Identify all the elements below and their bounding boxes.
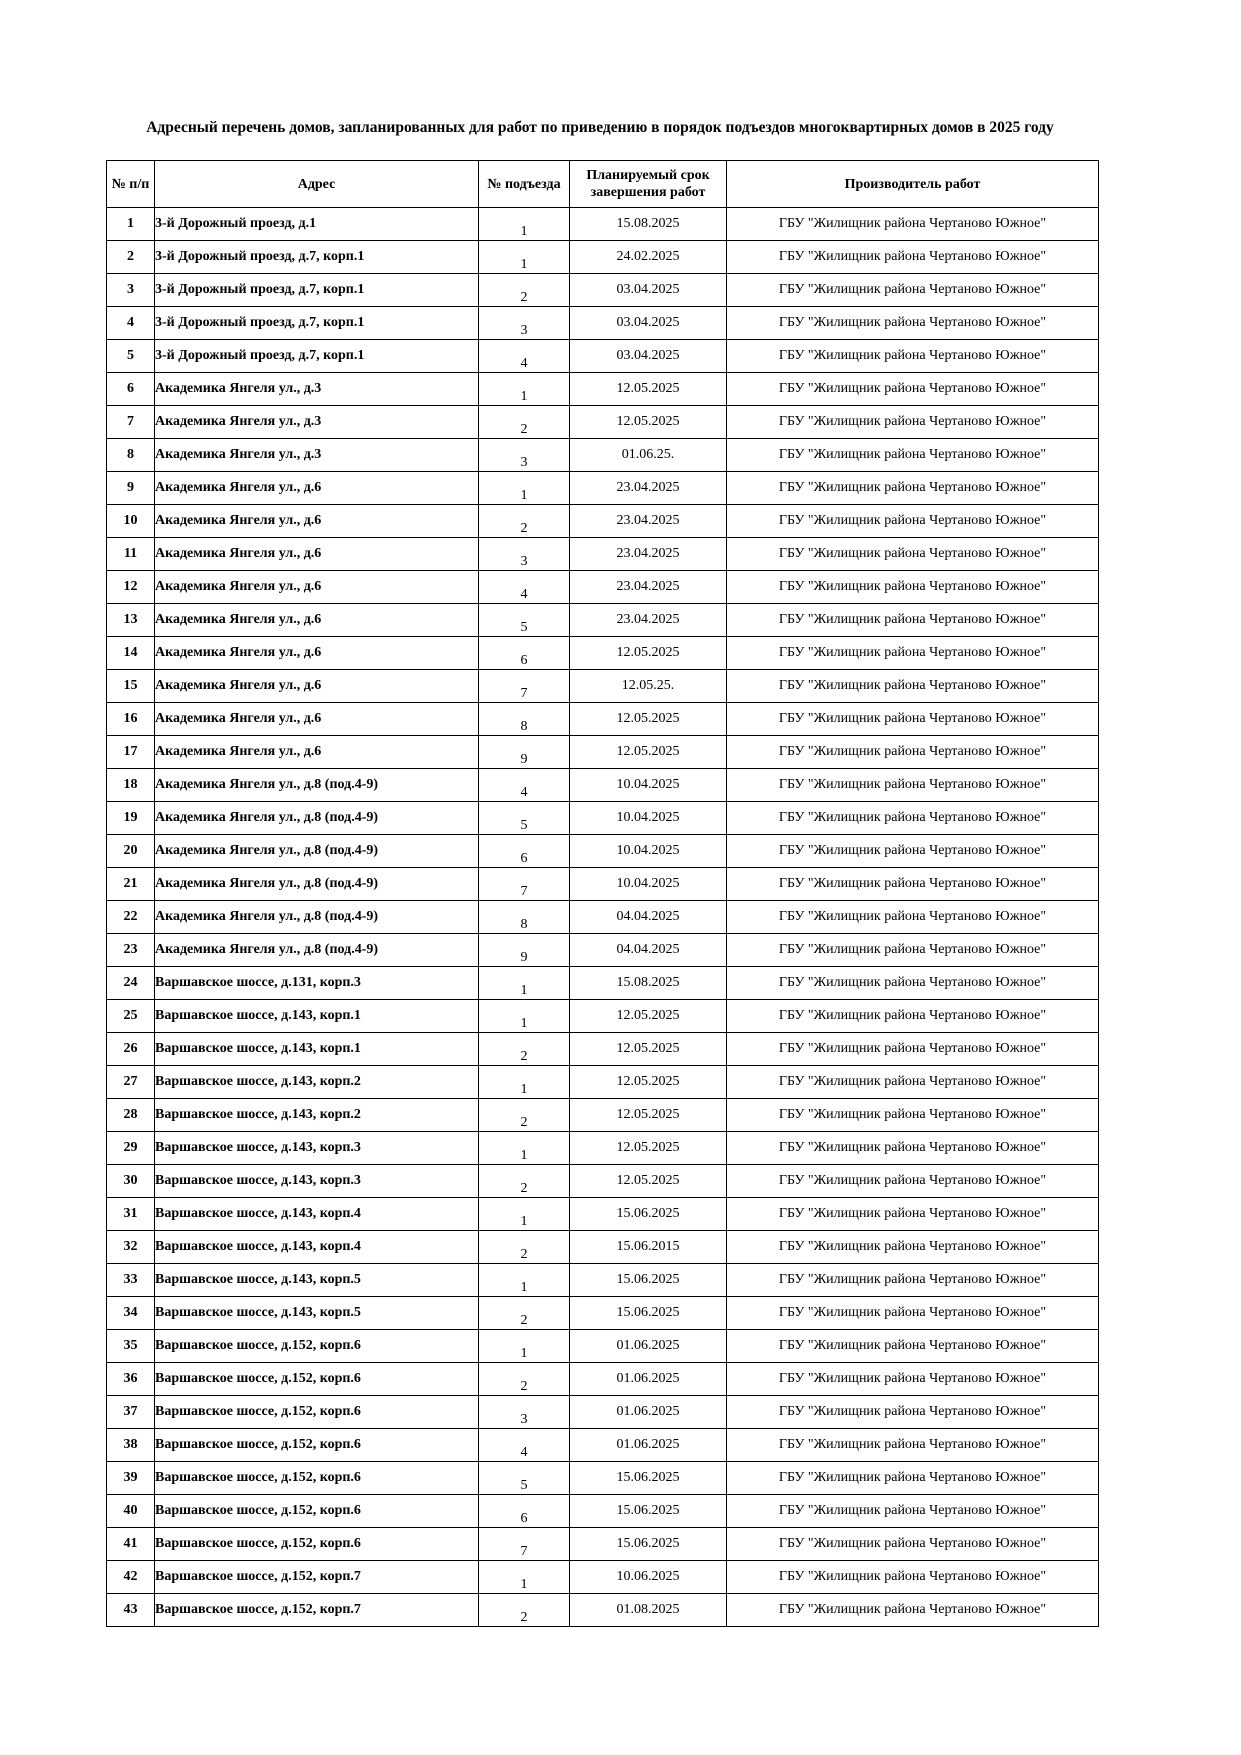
address-cell: Варшавское шоссе, д.143, корп.1 bbox=[155, 1000, 479, 1033]
row-number: 16 bbox=[107, 703, 155, 736]
entrance-cell: 2 bbox=[479, 505, 570, 538]
contractor-cell: ГБУ "Жилищник района Чертаново Южное" bbox=[727, 604, 1099, 637]
entrance-cell: 2 bbox=[479, 1297, 570, 1330]
row-number: 15 bbox=[107, 670, 155, 703]
deadline-cell: 12.05.2025 bbox=[570, 736, 727, 769]
deadline-cell: 10.04.2025 bbox=[570, 868, 727, 901]
row-number: 37 bbox=[107, 1396, 155, 1429]
entrance-cell: 1 bbox=[479, 208, 570, 241]
entrance-cell: 1 bbox=[479, 1561, 570, 1594]
deadline-cell: 15.08.2025 bbox=[570, 967, 727, 1000]
row-number: 30 bbox=[107, 1165, 155, 1198]
row-number: 9 bbox=[107, 472, 155, 505]
deadline-cell: 15.06.2025 bbox=[570, 1528, 727, 1561]
deadline-cell: 10.04.2025 bbox=[570, 835, 727, 868]
deadline-cell: 01.06.25. bbox=[570, 439, 727, 472]
entrance-cell: 1 bbox=[479, 1264, 570, 1297]
deadline-cell: 10.06.2025 bbox=[570, 1561, 727, 1594]
table-row bbox=[107, 736, 1099, 769]
entrance-cell: 3 bbox=[479, 538, 570, 571]
address-cell: Академика Янгеля ул., д.8 (под.4-9) bbox=[155, 934, 479, 967]
row-number: 8 bbox=[107, 439, 155, 472]
deadline-cell: 15.06.2025 bbox=[570, 1198, 727, 1231]
deadline-cell: 01.06.2025 bbox=[570, 1330, 727, 1363]
table-row bbox=[107, 1363, 1099, 1396]
table-row bbox=[107, 241, 1099, 274]
row-number: 28 bbox=[107, 1099, 155, 1132]
contractor-cell: ГБУ "Жилищник района Чертаново Южное" bbox=[727, 241, 1099, 274]
table-row bbox=[107, 274, 1099, 307]
row-number: 23 bbox=[107, 934, 155, 967]
row-number: 6 bbox=[107, 373, 155, 406]
address-cell: Академика Янгеля ул., д.6 bbox=[155, 637, 479, 670]
deadline-cell: 03.04.2025 bbox=[570, 307, 727, 340]
table-row bbox=[107, 373, 1099, 406]
row-number: 25 bbox=[107, 1000, 155, 1033]
address-cell: Варшавское шоссе, д.143, корп.2 bbox=[155, 1066, 479, 1099]
contractor-cell: ГБУ "Жилищник района Чертаново Южное" bbox=[727, 736, 1099, 769]
header-number: № п/п bbox=[107, 161, 155, 208]
deadline-cell: 04.04.2025 bbox=[570, 934, 727, 967]
row-number: 3 bbox=[107, 274, 155, 307]
row-number: 35 bbox=[107, 1330, 155, 1363]
contractor-cell: ГБУ "Жилищник района Чертаново Южное" bbox=[727, 835, 1099, 868]
row-number: 41 bbox=[107, 1528, 155, 1561]
deadline-cell: 15.08.2025 bbox=[570, 208, 727, 241]
entrance-cell: 3 bbox=[479, 307, 570, 340]
header-contractor: Производитель работ bbox=[727, 161, 1099, 208]
table-row bbox=[107, 703, 1099, 736]
table-row bbox=[107, 538, 1099, 571]
address-cell: Варшавское шоссе, д.143, корп.3 bbox=[155, 1132, 479, 1165]
row-number: 31 bbox=[107, 1198, 155, 1231]
contractor-cell: ГБУ "Жилищник района Чертаново Южное" bbox=[727, 802, 1099, 835]
entrance-cell: 2 bbox=[479, 274, 570, 307]
contractor-cell: ГБУ "Жилищник района Чертаново Южное" bbox=[727, 1000, 1099, 1033]
table-row bbox=[107, 1264, 1099, 1297]
entrance-cell: 1 bbox=[479, 241, 570, 274]
row-number: 40 bbox=[107, 1495, 155, 1528]
table-row bbox=[107, 868, 1099, 901]
entrance-cell: 7 bbox=[479, 670, 570, 703]
table-row bbox=[107, 1033, 1099, 1066]
deadline-cell: 12.05.2025 bbox=[570, 1066, 727, 1099]
table-row bbox=[107, 1198, 1099, 1231]
entrance-cell: 4 bbox=[479, 571, 570, 604]
contractor-cell: ГБУ "Жилищник района Чертаново Южное" bbox=[727, 1132, 1099, 1165]
table-row bbox=[107, 439, 1099, 472]
deadline-cell: 01.06.2025 bbox=[570, 1429, 727, 1462]
row-number: 33 bbox=[107, 1264, 155, 1297]
contractor-cell: ГБУ "Жилищник района Чертаново Южное" bbox=[727, 406, 1099, 439]
entrance-cell: 7 bbox=[479, 868, 570, 901]
address-cell: Варшавское шоссе, д.152, корп.6 bbox=[155, 1363, 479, 1396]
deadline-cell: 10.04.2025 bbox=[570, 769, 727, 802]
table-row bbox=[107, 1396, 1099, 1429]
deadline-cell: 01.06.2025 bbox=[570, 1363, 727, 1396]
deadline-cell: 12.05.2025 bbox=[570, 406, 727, 439]
contractor-cell: ГБУ "Жилищник района Чертаново Южное" bbox=[727, 538, 1099, 571]
contractor-cell: ГБУ "Жилищник района Чертаново Южное" bbox=[727, 1297, 1099, 1330]
entrance-cell: 2 bbox=[479, 1099, 570, 1132]
table-row bbox=[107, 307, 1099, 340]
contractor-cell: ГБУ "Жилищник района Чертаново Южное" bbox=[727, 1462, 1099, 1495]
contractor-cell: ГБУ "Жилищник района Чертаново Южное" bbox=[727, 1363, 1099, 1396]
address-cell: Варшавское шоссе, д.152, корп.6 bbox=[155, 1462, 479, 1495]
row-number: 38 bbox=[107, 1429, 155, 1462]
entrance-cell: 5 bbox=[479, 1462, 570, 1495]
address-cell: Варшавское шоссе, д.143, корп.1 bbox=[155, 1033, 479, 1066]
deadline-cell: 15.06.2025 bbox=[570, 1462, 727, 1495]
entrance-cell: 1 bbox=[479, 967, 570, 1000]
table-row bbox=[107, 1495, 1099, 1528]
address-cell: Варшавское шоссе, д.152, корп.7 bbox=[155, 1561, 479, 1594]
row-number: 36 bbox=[107, 1363, 155, 1396]
entrance-cell: 1 bbox=[479, 373, 570, 406]
deadline-cell: 12.05.2025 bbox=[570, 1099, 727, 1132]
deadline-cell: 12.05.2025 bbox=[570, 703, 727, 736]
entrance-cell: 1 bbox=[479, 472, 570, 505]
contractor-cell: ГБУ "Жилищник района Чертаново Южное" bbox=[727, 208, 1099, 241]
deadline-cell: 12.05.25. bbox=[570, 670, 727, 703]
entrance-cell: 7 bbox=[479, 1528, 570, 1561]
table-row bbox=[107, 1561, 1099, 1594]
address-cell: Академика Янгеля ул., д.8 (под.4-9) bbox=[155, 769, 479, 802]
entrance-cell: 6 bbox=[479, 1495, 570, 1528]
row-number: 1 bbox=[107, 208, 155, 241]
address-cell: Академика Янгеля ул., д.8 (под.4-9) bbox=[155, 802, 479, 835]
document-title: Адресный перечень домов, запланированных для работ по приведению в порядок подъездов многоквартирных домов в 2025 году bbox=[146, 119, 1054, 136]
table-row bbox=[107, 604, 1099, 637]
entrance-cell: 3 bbox=[479, 439, 570, 472]
header-deadline: Планируемый срок завершения работ bbox=[570, 161, 727, 208]
address-cell: Варшавское шоссе, д.131, корп.3 bbox=[155, 967, 479, 1000]
contractor-cell: ГБУ "Жилищник района Чертаново Южное" bbox=[727, 637, 1099, 670]
address-cell: 3-й Дорожный проезд, д.7, корп.1 bbox=[155, 307, 479, 340]
entrance-cell: 5 bbox=[479, 802, 570, 835]
table-row bbox=[107, 769, 1099, 802]
table-row bbox=[107, 208, 1099, 241]
header-address: Адрес bbox=[155, 161, 479, 208]
row-number: 27 bbox=[107, 1066, 155, 1099]
contractor-cell: ГБУ "Жилищник района Чертаново Южное" bbox=[727, 1033, 1099, 1066]
address-cell: Варшавское шоссе, д.143, корп.3 bbox=[155, 1165, 479, 1198]
entrance-cell: 8 bbox=[479, 703, 570, 736]
deadline-cell: 04.04.2025 bbox=[570, 901, 727, 934]
table-row bbox=[107, 1066, 1099, 1099]
address-cell: Варшавское шоссе, д.152, корп.6 bbox=[155, 1429, 479, 1462]
contractor-cell: ГБУ "Жилищник района Чертаново Южное" bbox=[727, 439, 1099, 472]
table-row bbox=[107, 1231, 1099, 1264]
row-number: 43 bbox=[107, 1594, 155, 1627]
table-row bbox=[107, 670, 1099, 703]
table-row bbox=[107, 1594, 1099, 1627]
contractor-cell: ГБУ "Жилищник района Чертаново Южное" bbox=[727, 1066, 1099, 1099]
row-number: 10 bbox=[107, 505, 155, 538]
deadline-cell: 01.06.2025 bbox=[570, 1396, 727, 1429]
table-row bbox=[107, 1099, 1099, 1132]
entrance-cell: 6 bbox=[479, 835, 570, 868]
entrance-cell: 8 bbox=[479, 901, 570, 934]
entrance-cell: 1 bbox=[479, 1000, 570, 1033]
row-number: 17 bbox=[107, 736, 155, 769]
contractor-cell: ГБУ "Жилищник района Чертаново Южное" bbox=[727, 1528, 1099, 1561]
entrance-cell: 1 bbox=[479, 1330, 570, 1363]
deadline-cell: 12.05.2025 bbox=[570, 1000, 727, 1033]
deadline-cell: 15.06.2025 bbox=[570, 1495, 727, 1528]
address-cell: Академика Янгеля ул., д.6 bbox=[155, 472, 479, 505]
address-cell: Академика Янгеля ул., д.3 bbox=[155, 406, 479, 439]
entrance-cell: 2 bbox=[479, 1165, 570, 1198]
contractor-cell: ГБУ "Жилищник района Чертаново Южное" bbox=[727, 373, 1099, 406]
address-cell: Варшавское шоссе, д.143, корп.5 bbox=[155, 1297, 479, 1330]
address-cell: Академика Янгеля ул., д.8 (под.4-9) bbox=[155, 868, 479, 901]
row-number: 21 bbox=[107, 868, 155, 901]
entrance-cell: 6 bbox=[479, 637, 570, 670]
table-row bbox=[107, 1165, 1099, 1198]
contractor-cell: ГБУ "Жилищник района Чертаново Южное" bbox=[727, 274, 1099, 307]
deadline-cell: 23.04.2025 bbox=[570, 538, 727, 571]
contractor-cell: ГБУ "Жилищник района Чертаново Южное" bbox=[727, 505, 1099, 538]
row-number: 22 bbox=[107, 901, 155, 934]
contractor-cell: ГБУ "Жилищник района Чертаново Южное" bbox=[727, 1495, 1099, 1528]
address-cell: Варшавское шоссе, д.152, корп.6 bbox=[155, 1396, 479, 1429]
contractor-cell: ГБУ "Жилищник района Чертаново Южное" bbox=[727, 901, 1099, 934]
table-row bbox=[107, 406, 1099, 439]
entrance-cell: 3 bbox=[479, 1396, 570, 1429]
table-header bbox=[107, 161, 1099, 208]
row-number: 18 bbox=[107, 769, 155, 802]
entrance-cell: 2 bbox=[479, 1594, 570, 1627]
deadline-cell: 12.05.2025 bbox=[570, 1165, 727, 1198]
table-row bbox=[107, 967, 1099, 1000]
table-row bbox=[107, 472, 1099, 505]
deadline-cell: 15.06.2025 bbox=[570, 1264, 727, 1297]
address-cell: Академика Янгеля ул., д.6 bbox=[155, 670, 479, 703]
row-number: 42 bbox=[107, 1561, 155, 1594]
address-table bbox=[106, 160, 1099, 1627]
row-number: 2 bbox=[107, 241, 155, 274]
address-cell: Академика Янгеля ул., д.6 bbox=[155, 571, 479, 604]
address-cell: Академика Янгеля ул., д.3 bbox=[155, 373, 479, 406]
contractor-cell: ГБУ "Жилищник района Чертаново Южное" bbox=[727, 1561, 1099, 1594]
contractor-cell: ГБУ "Жилищник района Чертаново Южное" bbox=[727, 934, 1099, 967]
row-number: 5 bbox=[107, 340, 155, 373]
deadline-cell: 10.04.2025 bbox=[570, 802, 727, 835]
row-number: 13 bbox=[107, 604, 155, 637]
contractor-cell: ГБУ "Жилищник района Чертаново Южное" bbox=[727, 868, 1099, 901]
address-cell: 3-й Дорожный проезд, д.7, корп.1 bbox=[155, 340, 479, 373]
table-row bbox=[107, 1330, 1099, 1363]
contractor-cell: ГБУ "Жилищник района Чертаново Южное" bbox=[727, 307, 1099, 340]
entrance-cell: 9 bbox=[479, 736, 570, 769]
contractor-cell: ГБУ "Жилищник района Чертаново Южное" bbox=[727, 769, 1099, 802]
entrance-cell: 2 bbox=[479, 1033, 570, 1066]
entrance-cell: 4 bbox=[479, 1429, 570, 1462]
row-number: 4 bbox=[107, 307, 155, 340]
address-cell: Академика Янгеля ул., д.6 bbox=[155, 505, 479, 538]
address-cell: Варшавское шоссе, д.152, корп.6 bbox=[155, 1528, 479, 1561]
deadline-cell: 12.05.2025 bbox=[570, 373, 727, 406]
entrance-cell: 9 bbox=[479, 934, 570, 967]
table-row bbox=[107, 835, 1099, 868]
deadline-cell: 12.05.2025 bbox=[570, 637, 727, 670]
address-cell: 3-й Дорожный проезд, д.1 bbox=[155, 208, 479, 241]
deadline-cell: 12.05.2025 bbox=[570, 1033, 727, 1066]
deadline-cell: 03.04.2025 bbox=[570, 340, 727, 373]
row-number: 34 bbox=[107, 1297, 155, 1330]
row-number: 29 bbox=[107, 1132, 155, 1165]
deadline-cell: 23.04.2025 bbox=[570, 472, 727, 505]
row-number: 14 bbox=[107, 637, 155, 670]
contractor-cell: ГБУ "Жилищник района Чертаново Южное" bbox=[727, 1165, 1099, 1198]
deadline-cell: 23.04.2025 bbox=[570, 604, 727, 637]
entrance-cell: 1 bbox=[479, 1198, 570, 1231]
table-row bbox=[107, 1429, 1099, 1462]
deadline-cell: 01.08.2025 bbox=[570, 1594, 727, 1627]
entrance-cell: 1 bbox=[479, 1066, 570, 1099]
contractor-cell: ГБУ "Жилищник района Чертаново Южное" bbox=[727, 1099, 1099, 1132]
entrance-cell: 2 bbox=[479, 1363, 570, 1396]
row-number: 39 bbox=[107, 1462, 155, 1495]
table-row bbox=[107, 340, 1099, 373]
address-cell: Академика Янгеля ул., д.8 (под.4-9) bbox=[155, 901, 479, 934]
deadline-cell: 23.04.2025 bbox=[570, 571, 727, 604]
address-cell: Академика Янгеля ул., д.6 bbox=[155, 703, 479, 736]
address-cell: Варшавское шоссе, д.143, корп.4 bbox=[155, 1198, 479, 1231]
entrance-cell: 1 bbox=[479, 1132, 570, 1165]
address-cell: Академика Янгеля ул., д.6 bbox=[155, 604, 479, 637]
address-cell: Варшавское шоссе, д.143, корп.4 bbox=[155, 1231, 479, 1264]
deadline-cell: 03.04.2025 bbox=[570, 274, 727, 307]
address-cell: Варшавское шоссе, д.152, корп.7 bbox=[155, 1594, 479, 1627]
contractor-cell: ГБУ "Жилищник района Чертаново Южное" bbox=[727, 472, 1099, 505]
table-row bbox=[107, 1000, 1099, 1033]
deadline-cell: 15.06.2015 bbox=[570, 1231, 727, 1264]
deadline-cell: 15.06.2025 bbox=[570, 1297, 727, 1330]
address-cell: Варшавское шоссе, д.152, корп.6 bbox=[155, 1330, 479, 1363]
address-cell: Академика Янгеля ул., д.6 bbox=[155, 736, 479, 769]
contractor-cell: ГБУ "Жилищник района Чертаново Южное" bbox=[727, 1429, 1099, 1462]
address-cell: Варшавское шоссе, д.143, корп.5 bbox=[155, 1264, 479, 1297]
row-number: 19 bbox=[107, 802, 155, 835]
deadline-cell: 24.02.2025 bbox=[570, 241, 727, 274]
table-row bbox=[107, 505, 1099, 538]
entrance-cell: 4 bbox=[479, 769, 570, 802]
address-cell: Варшавское шоссе, д.152, корп.6 bbox=[155, 1495, 479, 1528]
contractor-cell: ГБУ "Жилищник района Чертаново Южное" bbox=[727, 1594, 1099, 1627]
table-row bbox=[107, 1297, 1099, 1330]
table-row bbox=[107, 934, 1099, 967]
row-number: 12 bbox=[107, 571, 155, 604]
header-row bbox=[107, 161, 1099, 208]
deadline-cell: 23.04.2025 bbox=[570, 505, 727, 538]
contractor-cell: ГБУ "Жилищник района Чертаново Южное" bbox=[727, 1198, 1099, 1231]
entrance-cell: 2 bbox=[479, 406, 570, 439]
table-row bbox=[107, 802, 1099, 835]
row-number: 7 bbox=[107, 406, 155, 439]
address-cell: Академика Янгеля ул., д.6 bbox=[155, 538, 479, 571]
address-cell: Варшавское шоссе, д.143, корп.2 bbox=[155, 1099, 479, 1132]
contractor-cell: ГБУ "Жилищник района Чертаново Южное" bbox=[727, 967, 1099, 1000]
address-cell: 3-й Дорожный проезд, д.7, корп.1 bbox=[155, 274, 479, 307]
address-cell: Академика Янгеля ул., д.8 (под.4-9) bbox=[155, 835, 479, 868]
contractor-cell: ГБУ "Жилищник района Чертаново Южное" bbox=[727, 1264, 1099, 1297]
address-cell: 3-й Дорожный проезд, д.7, корп.1 bbox=[155, 241, 479, 274]
row-number: 11 bbox=[107, 538, 155, 571]
table-row bbox=[107, 571, 1099, 604]
contractor-cell: ГБУ "Жилищник района Чертаново Южное" bbox=[727, 340, 1099, 373]
table-row bbox=[107, 1462, 1099, 1495]
contractor-cell: ГБУ "Жилищник района Чертаново Южное" bbox=[727, 670, 1099, 703]
row-number: 20 bbox=[107, 835, 155, 868]
deadline-cell: 12.05.2025 bbox=[570, 1132, 727, 1165]
row-number: 32 bbox=[107, 1231, 155, 1264]
header-entrance: № подъезда bbox=[479, 161, 570, 208]
entrance-cell: 2 bbox=[479, 1231, 570, 1264]
table-body bbox=[107, 208, 1099, 1627]
contractor-cell: ГБУ "Жилищник района Чертаново Южное" bbox=[727, 1231, 1099, 1264]
contractor-cell: ГБУ "Жилищник района Чертаново Южное" bbox=[727, 1396, 1099, 1429]
table-row bbox=[107, 637, 1099, 670]
table-row bbox=[107, 1132, 1099, 1165]
contractor-cell: ГБУ "Жилищник района Чертаново Южное" bbox=[727, 571, 1099, 604]
address-cell: Академика Янгеля ул., д.3 bbox=[155, 439, 479, 472]
row-number: 26 bbox=[107, 1033, 155, 1066]
table-row bbox=[107, 1528, 1099, 1561]
contractor-cell: ГБУ "Жилищник района Чертаново Южное" bbox=[727, 703, 1099, 736]
entrance-cell: 4 bbox=[479, 340, 570, 373]
table-row bbox=[107, 901, 1099, 934]
contractor-cell: ГБУ "Жилищник района Чертаново Южное" bbox=[727, 1330, 1099, 1363]
row-number: 24 bbox=[107, 967, 155, 1000]
entrance-cell: 5 bbox=[479, 604, 570, 637]
